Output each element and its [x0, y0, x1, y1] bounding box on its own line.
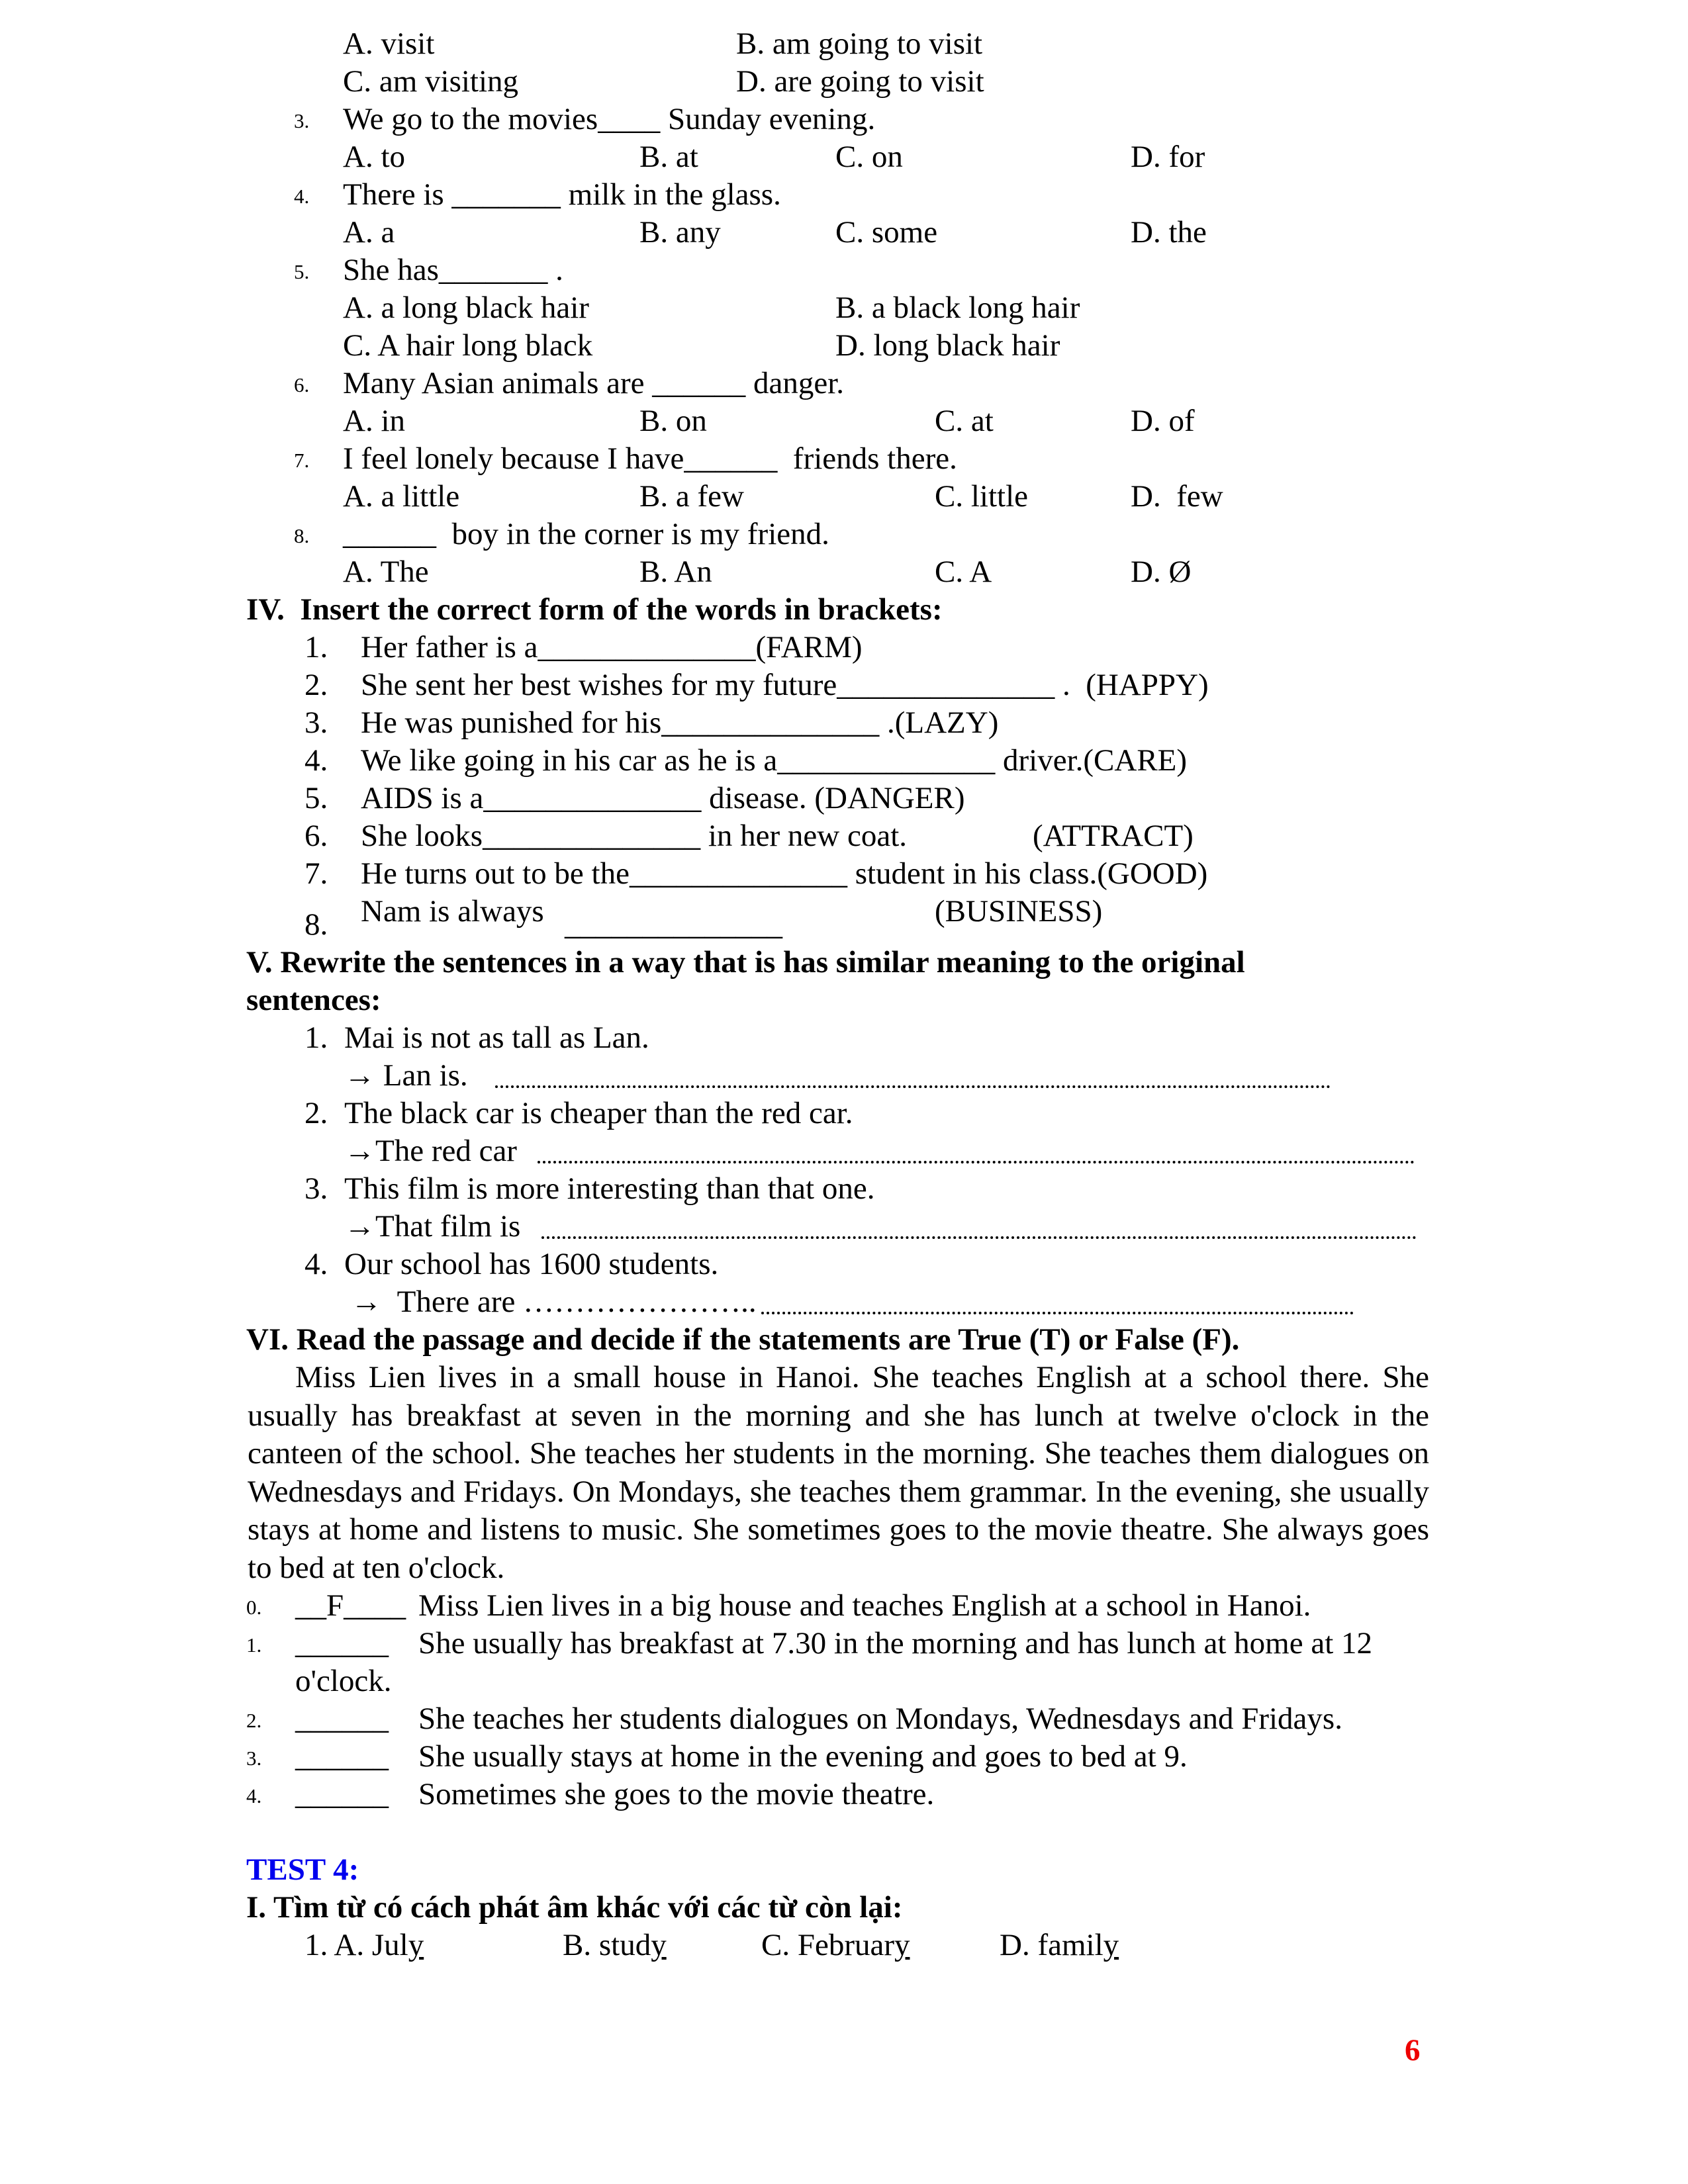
q5-number: 5.: [294, 260, 310, 283]
section-4-item-2-text: She sent her best wishes for my future______________ . (HAPPY): [361, 668, 1209, 702]
section-4-item-5-number: 5.: [305, 781, 328, 815]
section-4-item-8-word: (BUSINESS): [935, 894, 1103, 929]
q2-option-b: B. am going to visit: [736, 26, 983, 61]
q3-option-a: A. to: [343, 140, 405, 174]
section-4-item-4-number: 4.: [305, 743, 328, 778]
test-4-q1-option-a-underlined-letter: y: [408, 1928, 424, 1962]
section-4-item-3-text: He was punished for his______________ .(LAZY): [361, 705, 999, 740]
test-4-q1-option-b-underlined-letter: y: [651, 1928, 667, 1962]
test-4-title: TEST 4:: [246, 1852, 359, 1887]
section-5-item-2-number: 2.: [305, 1096, 328, 1130]
statement-4-text: Sometimes she goes to the movie theatre.: [418, 1777, 935, 1811]
q4-option-a: A. a: [343, 215, 395, 250]
statement-3-text: She usually stays at home in the evening and goes to bed at 9.: [418, 1739, 1188, 1774]
section-5-item-3-answer-line: [541, 1236, 1417, 1239]
section-4-item-1-text: Her father is a______________(FARM): [361, 630, 863, 664]
test-4-q1-option-d-underlined-letter: y: [1103, 1928, 1119, 1962]
section-5-heading-line-2: sentences:: [246, 983, 381, 1017]
statement-2-number: 2.: [246, 1709, 262, 1732]
q8-option-a: A. The: [343, 555, 429, 589]
test-4-q1-option-d-text: D. famil: [1000, 1928, 1103, 1962]
test-4-q1-option-b: [563, 1927, 667, 1964]
section-4-item-6-word: (ATTRACT): [1033, 819, 1194, 853]
page-number: 6: [1405, 2033, 1421, 2068]
test-4-section-1-heading: I. Tìm từ có cách phát âm khác với các từ còn lại:: [246, 1890, 903, 1925]
test-4-q1-option-d: [1000, 1927, 1119, 1964]
section-6-heading: VI. Read the passage and decide if the statements are True (T) or False (F).: [246, 1322, 1240, 1357]
q2-option-c: C. am visiting: [343, 64, 519, 99]
q6-option-d: D. of: [1131, 404, 1195, 438]
q8-option-c: C. A: [935, 555, 992, 589]
q4-text: There is _______ milk in the glass.: [343, 177, 781, 212]
section-5-item-4-prompt: → There are …………………..: [351, 1285, 757, 1319]
section-5-item-3-text: This film is more interesting than that one.: [344, 1171, 875, 1206]
section-5-item-4-number: 4.: [305, 1247, 328, 1281]
q2-option-d: D. are going to visit: [736, 64, 984, 99]
test-4-q1-option-c-text: C. Februar: [761, 1928, 895, 1962]
test-4-q1-option-a: [305, 1927, 424, 1964]
statement-0-number: 0.: [246, 1596, 262, 1619]
section-4-item-1-number: 1.: [305, 630, 328, 664]
statement-1-blank: ______: [295, 1626, 389, 1661]
section-5-item-1-text: Mai is not as tall as Lan.: [344, 1021, 649, 1055]
q3-option-b: B. at: [639, 140, 698, 174]
statement-0-answer: __F____: [295, 1588, 406, 1623]
q3-option-c: C. on: [835, 140, 903, 174]
q5-option-d: D. long black hair: [835, 328, 1060, 363]
q5-text: She has_______ .: [343, 253, 563, 287]
section-5-item-2-answer-line: [538, 1161, 1415, 1163]
section-5-item-4-text: Our school has 1600 students.: [344, 1247, 719, 1281]
q7-number: 7.: [294, 449, 310, 472]
section-5-item-4-answer-line: [761, 1312, 1354, 1314]
q7-option-c: C. little: [935, 479, 1028, 514]
q3-option-d: D. for: [1131, 140, 1205, 174]
q7-option-d: D. few: [1131, 479, 1223, 514]
q3-number: 3.: [294, 109, 310, 132]
q8-number: 8.: [294, 524, 310, 547]
section-4-item-7-text: He turns out to be the______________ student in his class.(GOOD): [361, 856, 1208, 891]
statement-2-text: She teaches her students dialogues on Mondays, Wednesdays and Fridays.: [418, 1702, 1342, 1736]
q5-option-c: C. A hair long black: [343, 328, 593, 363]
q6-number: 6.: [294, 373, 310, 396]
q6-text: Many Asian animals are ______ danger.: [343, 366, 845, 400]
q6-option-b: B. on: [639, 404, 707, 438]
statement-4-number: 4.: [246, 1784, 262, 1807]
section-4-heading: IV. Insert the correct form of the words in brackets:: [246, 592, 943, 627]
statement-1-number: 1.: [246, 1633, 262, 1657]
section-4-item-2-number: 2.: [305, 668, 328, 702]
section-4-item-6-text: She looks______________ in her new coat.: [361, 819, 908, 853]
reading-passage: Miss Lien lives in a small house in Hanoi. She teaches English at a school there. She usually has breakfast at seven in the morning and she has lunch at twelve o'clock in the canteen of the school. She teaches her students in the morning. She teaches them dialogues on Wednesdays and Fridays. On Mondays, she teaches them grammar. In the evening, she usually stays at home and listens to music. She sometimes goes to the movie theatre. She always goes to bed at ten o'clock.: [248, 1360, 1429, 1585]
section-5-item-1-answer-line: [495, 1085, 1331, 1088]
q4-option-c: C. some: [835, 215, 938, 250]
q3-text: We go to the movies____ Sunday evening.: [343, 102, 876, 136]
statement-4-blank: ______: [295, 1777, 389, 1811]
section-5-item-3-prompt: →That film is: [344, 1209, 521, 1244]
q8-option-b: B. An: [639, 555, 712, 589]
section-4-item-3-number: 3.: [305, 705, 328, 740]
q6-option-c: C. at: [935, 404, 994, 438]
q8-option-d: D. Ø: [1131, 555, 1192, 589]
section-5-item-1-prompt: → Lan is.: [344, 1058, 468, 1093]
section-4-item-8-number: 8.: [305, 907, 328, 942]
q7-option-a: A. a little: [343, 479, 460, 514]
test-4-q1-option-c-underlined-letter: y: [894, 1928, 910, 1962]
section-4-item-5-text: AIDS is a______________ disease. (DANGER): [361, 781, 965, 815]
test-4-q1-option-a-text: 1. A. Jul: [305, 1928, 408, 1962]
q4-option-d: D. the: [1131, 215, 1207, 250]
q5-option-b: B. a black long hair: [835, 291, 1080, 325]
q7-text: I feel lonely because I have______ friends there.: [343, 441, 957, 476]
section-4-item-6-number: 6.: [305, 819, 328, 853]
q8-text: ______ boy in the corner is my friend.: [343, 517, 829, 551]
statement-1-text: She usually has breakfast at 7.30 in the morning and has lunch at home at 12: [418, 1626, 1373, 1661]
statement-2-blank: ______: [295, 1702, 389, 1736]
section-5-item-2-text: The black car is cheaper than the red car.: [344, 1096, 853, 1130]
section-5-heading-line-1: V. Rewrite the sentences in a way that is has similar meaning to the original: [246, 945, 1245, 979]
section-4-item-8-text: Nam is always: [361, 894, 544, 929]
statement-0-text: Miss Lien lives in a big house and teaches English at a school in Hanoi.: [418, 1588, 1311, 1623]
statement-1-text-continued: o'clock.: [295, 1664, 392, 1698]
q2-option-a: A. visit: [343, 26, 435, 61]
section-4-item-4-text: We like going in his car as he is a______________ driver.(CARE): [361, 743, 1188, 778]
q5-option-a: A. a long black hair: [343, 291, 589, 325]
q7-option-b: B. a few: [639, 479, 744, 514]
section-4-item-7-number: 7.: [305, 856, 328, 891]
test-4-q1-option-b-text: B. stud: [563, 1928, 651, 1962]
statement-3-number: 3.: [246, 1747, 262, 1770]
section-5-item-1-number: 1.: [305, 1021, 328, 1055]
q6-option-a: A. in: [343, 404, 405, 438]
section-4-item-8-blank: ______________: [565, 907, 782, 942]
q4-option-b: B. any: [639, 215, 721, 250]
test-4-q1-option-c: [761, 1927, 910, 1964]
section-5-item-3-number: 3.: [305, 1171, 328, 1206]
section-5-item-2-prompt: →The red car: [344, 1134, 517, 1168]
statement-3-blank: ______: [295, 1739, 389, 1774]
q4-number: 4.: [294, 185, 310, 208]
